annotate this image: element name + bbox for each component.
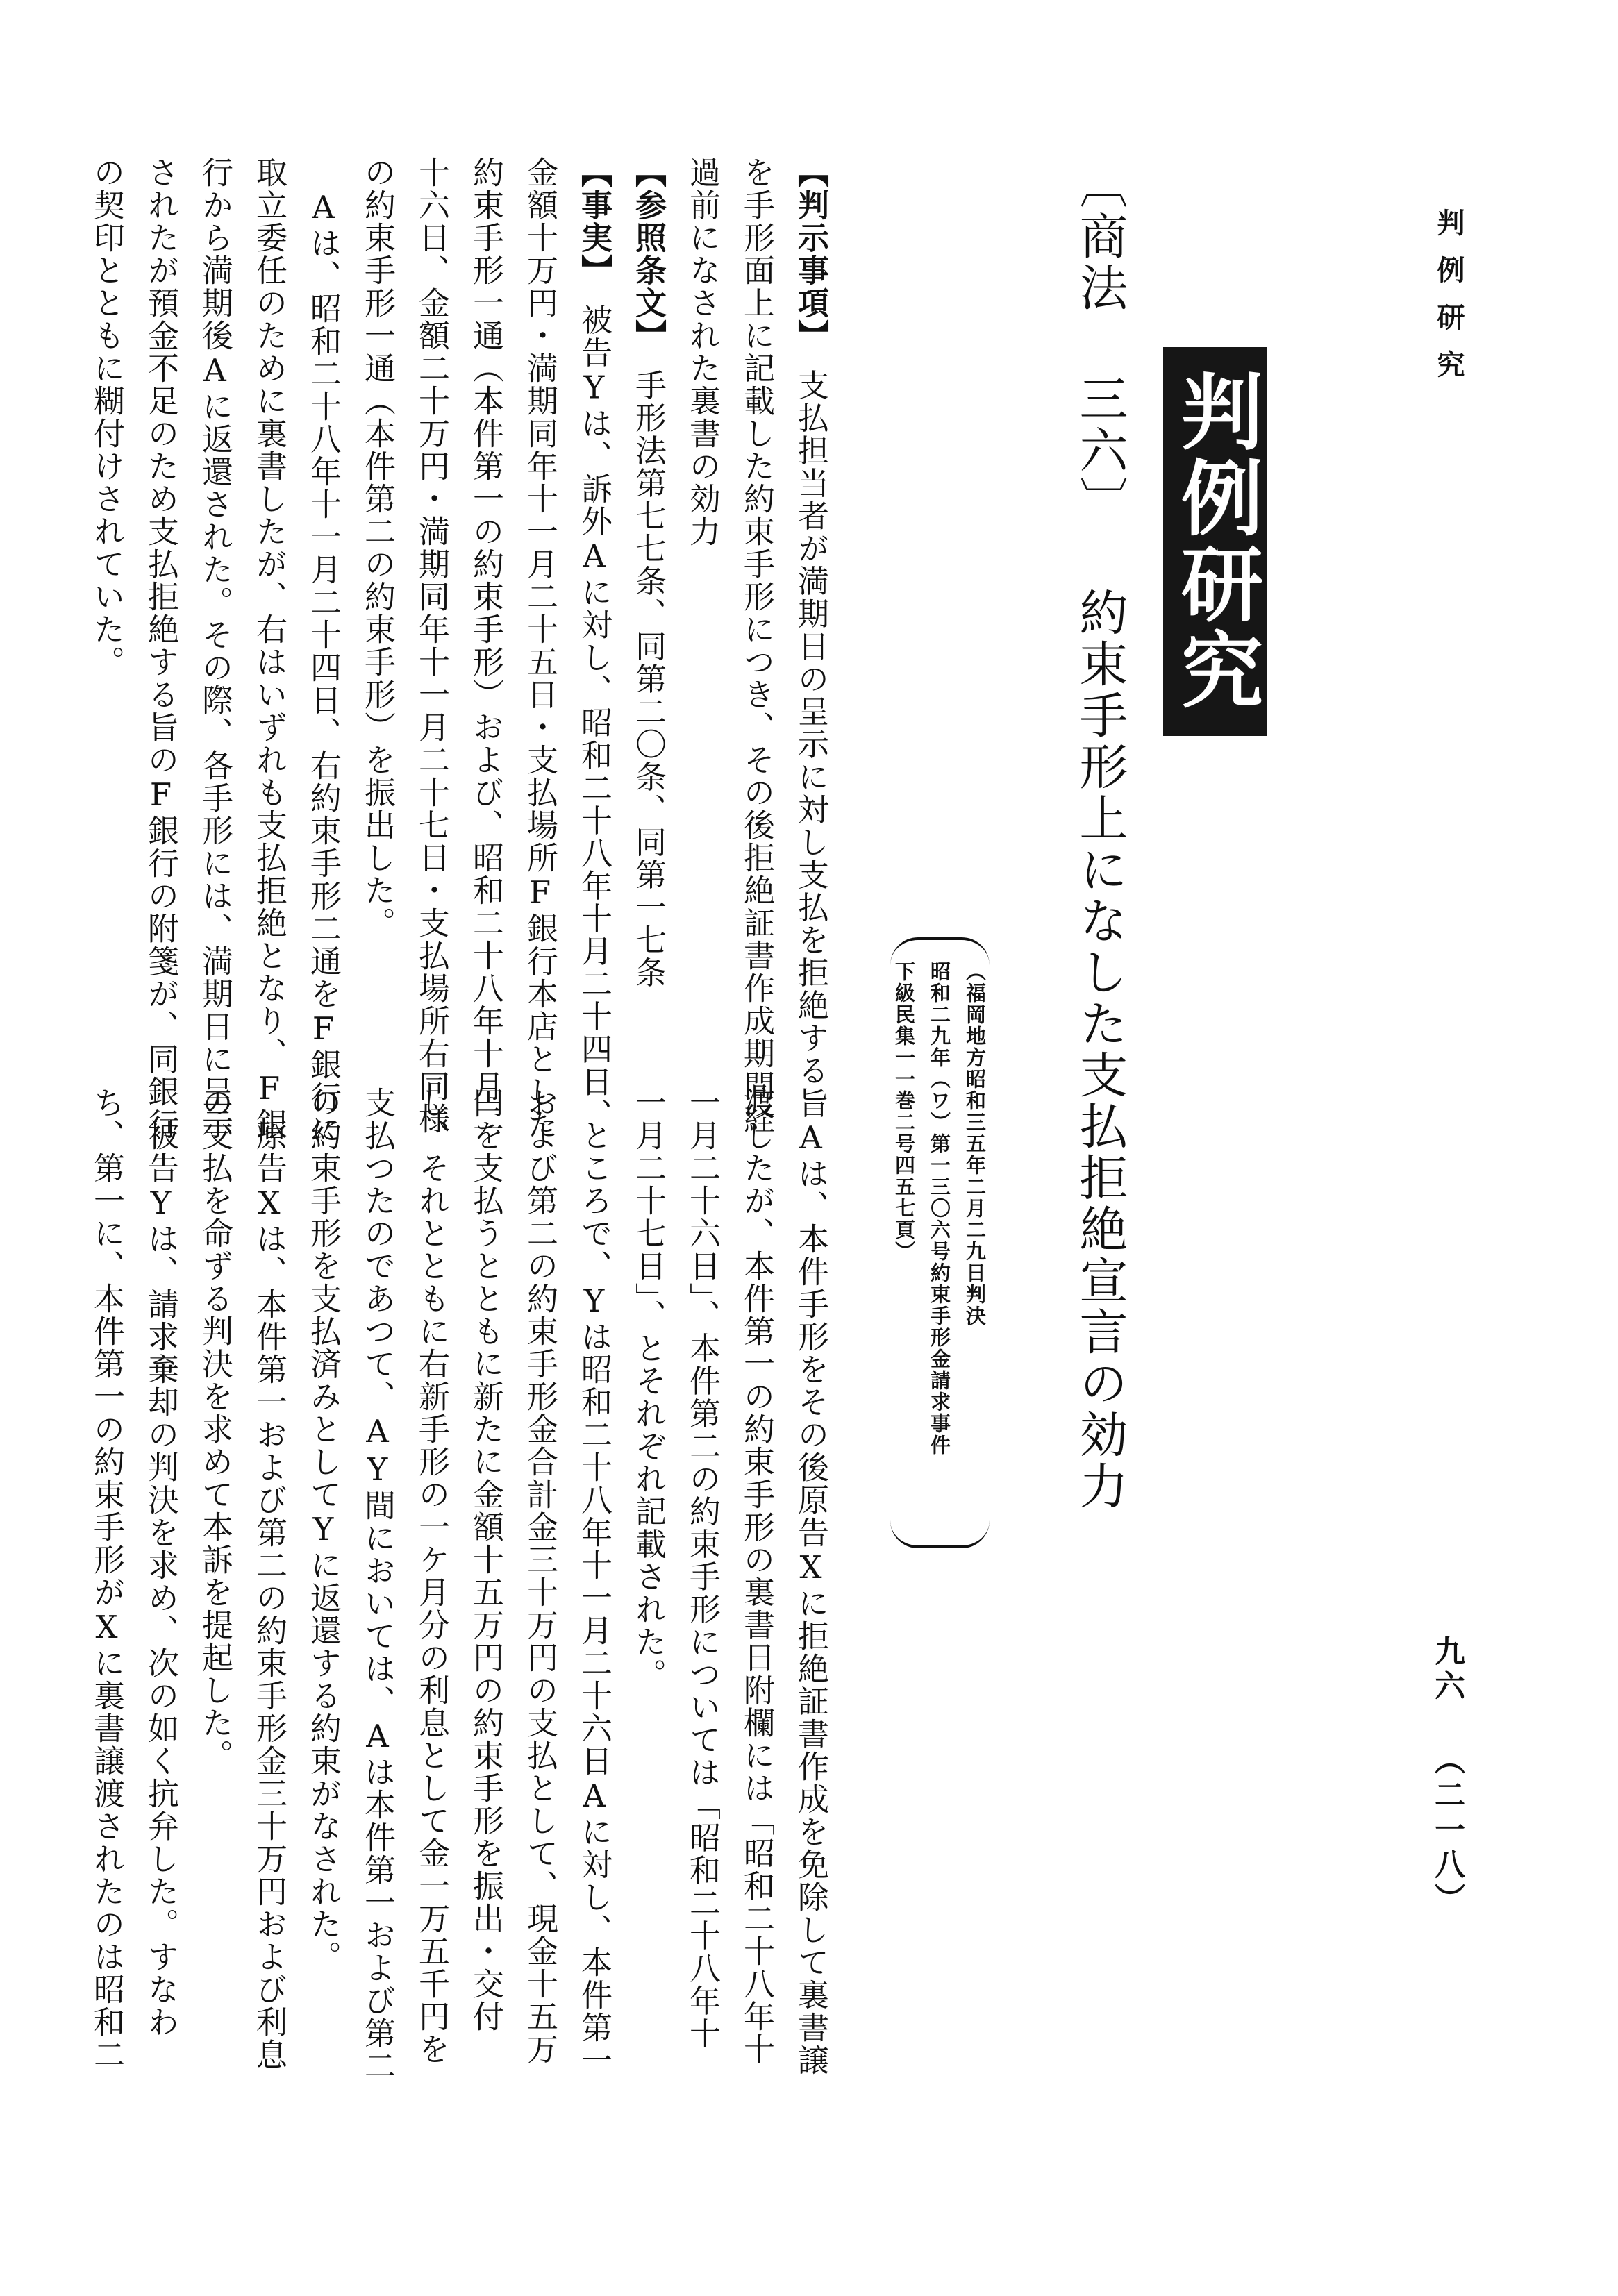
line-text: の約束手形一通（本件第二の約束手形）を振出した。 [359,156,396,939]
citation-line: 下級民集一一巻二号四五七頁） [892,961,916,1262]
line-text: されたが預金不足のため支払拒絶する旨のF銀行の附箋が、同銀行 [142,156,179,1141]
line-text: 支払担当者が満期日の呈示に対し支払を拒絶する旨 [792,336,829,1120]
text-line: および第二の約束手形金合計金三十万円の支払として、現金十五万 [522,1087,558,2065]
text-line [251,156,287,1141]
case-citation [890,937,990,1548]
text-line [413,156,450,1135]
upper-text-block [88,156,829,1146]
line-text: 手形法第七七条、同第二〇条、同第一七条 [630,336,667,989]
text-line [142,156,179,1141]
text-line [792,156,829,1120]
text-line: ところで、Yは昭和二十八年十一月二十六日Aに対し、本件第一 [576,1087,612,2077]
text-line: 原告Xは、本件第一および第二の約束手形金三十万円および利息 [251,1087,287,2071]
line-text: 被告Yは、訴外Aに対し、昭和二十八年十月二十四日、 [576,271,612,1131]
text-line: ち、第一に、本件第一の約束手形がXに裏書譲渡されたのは昭和二 [88,1087,125,2071]
text-line: 一月二十六日」、本件第二の約束手形については「昭和二十八年十 [684,1087,721,2050]
text-line: 一月二十七日」、とそれぞれ記載された。 [630,1087,667,1691]
text-line [88,156,125,1038]
text-line [738,156,775,1135]
section-header: 【事実】 [576,156,612,271]
line-text: 取立委任のために裏書したが、右はいずれも支払拒絶となり、F銀 [251,156,287,1141]
lower-text-block [88,1087,829,2197]
line-text: 金額十万円・満期同年十一月二十五日・支払場所F銀行本店とした [522,156,558,1141]
text-line [305,156,342,1146]
text-line [359,156,396,1038]
section-badge: 判例研究 [1163,347,1267,736]
line-text: を手形面上に記載した約束手形につき、その後拒絶証書作成期間経 [738,156,775,1135]
page-number: 九六 （二一八） [1429,1635,1465,1918]
citation-line: 昭和二九年（ワ）第一三〇六号約束手形金請求事件 [928,961,951,1456]
text-line [630,156,667,1038]
section-header: 【参照条文】 [630,156,667,337]
case-heading: 〔商法 三六〕 約束手形上になした支払拒絶宣言の効力 [1071,160,1128,1512]
citation-line: （福岡地方昭和三五年二月二九日判決 [963,961,987,1327]
text-line [522,156,558,1141]
text-line: の支払を命ずる判決を求めて本訴を提起した。 [197,1087,233,1772]
text-line [197,156,233,1141]
line-text: の契印とともに糊付けされていた。 [88,156,125,678]
text-line: の約束手形を支払済みとしてYに返還する約束がなされた。 [305,1087,342,1973]
line-text: 過前になされた裏書の効力 [684,156,721,548]
line-text: 行から満期後Aに返還された。その際、各手形には、満期日に呈示 [197,156,233,1141]
text-line: 円を支払うとともに新たに金額十五万円の約束手形を振出・交付 [467,1087,504,2033]
line-text: Aは、昭和二十八年十一月二十四日、右約束手形二通をF銀行に [305,156,342,1146]
line-text: 約束手形一通（本件第一の約束手形）および、昭和二十八年十月二 [467,156,504,1135]
section-header: 【判示事項】 [792,156,829,337]
text-line: 被告Yは、請求棄却の判決を求め、次の如く抗弁した。すなわ [142,1087,179,2038]
text-line: 渡したが、本件第一の約束手形の裏書日附欄には「昭和二十八年十 [738,1087,775,2065]
text-line: 支払つたのであつて、AY間においては、Aは本件第一および第二 [359,1087,396,2082]
text-line [684,156,721,1038]
text-line [576,156,612,1131]
text-line: し、それとともに右新手形の一ケ月分の利息として金一万五千円を [413,1087,450,2065]
text-line: Aは、本件手形をその後原告Xに拒絶証書作成を免除して裏書譲 [792,1087,829,2077]
line-text: 十六日、金額二十万円・満期同年十一月二十七日・支払場所右同様 [413,156,450,1135]
text-line [467,156,504,1135]
running-title: 判例研究 [1433,208,1465,397]
